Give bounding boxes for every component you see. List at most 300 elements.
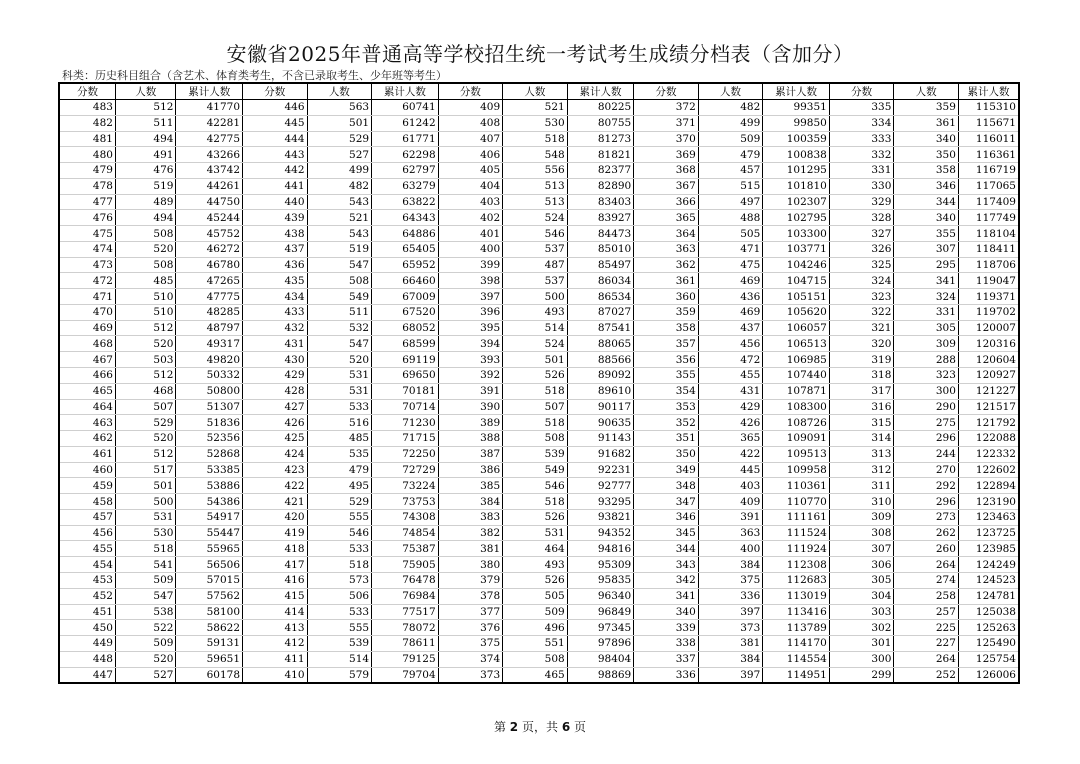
- cumulative-cell: 119047: [958, 273, 1019, 289]
- score-cell: 468: [59, 336, 115, 352]
- score-cell: 362: [634, 257, 699, 273]
- count-cell: 305: [894, 320, 959, 336]
- score-cell: 371: [634, 115, 699, 131]
- count-cell: 551: [503, 636, 568, 652]
- score-cell: 341: [634, 588, 699, 604]
- table-row: [59, 572, 1019, 588]
- score-cell: 304: [829, 588, 894, 604]
- count-cell: 539: [503, 446, 568, 462]
- score-cell: 366: [634, 194, 699, 210]
- total-page-count: 6: [561, 720, 571, 734]
- score-cell: 329: [829, 194, 894, 210]
- score-cell: 348: [634, 478, 699, 494]
- count-cell: 225: [894, 620, 959, 636]
- score-cell: 368: [634, 163, 699, 179]
- count-cell: 426: [698, 415, 763, 431]
- table-header-row: [59, 83, 1019, 100]
- cumulative-cell: 53385: [176, 462, 243, 478]
- score-cell: 330: [829, 178, 894, 194]
- count-cell: 573: [307, 572, 372, 588]
- score-cell: 392: [438, 368, 503, 384]
- score-cell: 422: [243, 478, 308, 494]
- score-cell: 396: [438, 304, 503, 320]
- cumulative-cell: 45752: [176, 226, 243, 242]
- count-cell: 547: [307, 336, 372, 352]
- count-cell: 520: [115, 336, 176, 352]
- score-cell: 401: [438, 226, 503, 242]
- count-cell: 381: [698, 636, 763, 652]
- cumulative-cell: 83403: [567, 194, 634, 210]
- score-cell: 300: [829, 651, 894, 667]
- table-row: [59, 509, 1019, 525]
- cumulative-cell: 123463: [958, 509, 1019, 525]
- count-cell: 563: [307, 100, 372, 116]
- score-cell: 376: [438, 620, 503, 636]
- cumulative-cell: 67009: [372, 289, 439, 305]
- score-cell: 344: [634, 541, 699, 557]
- count-cell: 529: [115, 415, 176, 431]
- cumulative-cell: 59131: [176, 636, 243, 652]
- cumulative-cell: 104715: [763, 273, 830, 289]
- count-cell: 531: [307, 383, 372, 399]
- count-cell: 300: [894, 383, 959, 399]
- score-cell: 408: [438, 115, 503, 131]
- count-cell: 532: [307, 320, 372, 336]
- count-cell: 331: [894, 304, 959, 320]
- cumulative-cell: 111161: [763, 509, 830, 525]
- cumulative-cell: 72729: [372, 462, 439, 478]
- count-cell: 469: [698, 273, 763, 289]
- score-cell: 303: [829, 604, 894, 620]
- count-cell: 522: [115, 620, 176, 636]
- cumulative-cell: 56506: [176, 557, 243, 573]
- cumulative-cell: 94816: [567, 541, 634, 557]
- score-cell: 387: [438, 446, 503, 462]
- count-cell: 495: [307, 478, 372, 494]
- score-cell: 414: [243, 604, 308, 620]
- count-cell: 482: [698, 100, 763, 116]
- score-cell: 455: [59, 541, 115, 557]
- score-cell: 399: [438, 257, 503, 273]
- count-cell: 497: [698, 194, 763, 210]
- cumulative-cell: 117065: [958, 178, 1019, 194]
- count-cell: 465: [503, 667, 568, 683]
- count-cell: 476: [115, 163, 176, 179]
- score-cell: 457: [59, 509, 115, 525]
- count-cell: 296: [894, 431, 959, 447]
- count-cell: 519: [307, 241, 372, 257]
- count-cell: 507: [503, 399, 568, 415]
- count-cell: 290: [894, 399, 959, 415]
- score-cell: 355: [634, 368, 699, 384]
- cumulative-cell: 102307: [763, 194, 830, 210]
- cumulative-cell: 51307: [176, 399, 243, 415]
- score-cell: 425: [243, 431, 308, 447]
- score-cell: 412: [243, 636, 308, 652]
- count-cell: 531: [115, 509, 176, 525]
- cumulative-cell: 105620: [763, 304, 830, 320]
- count-cell: 505: [503, 588, 568, 604]
- cumulative-cell: 47775: [176, 289, 243, 305]
- cumulative-cell: 91143: [567, 431, 634, 447]
- cumulative-cell: 103300: [763, 226, 830, 242]
- score-cell: 301: [829, 636, 894, 652]
- cumulative-cell: 81273: [567, 131, 634, 147]
- count-cell: 355: [894, 226, 959, 242]
- count-cell: 521: [307, 210, 372, 226]
- table-row: [59, 588, 1019, 604]
- score-cell: 324: [829, 273, 894, 289]
- count-cell: 527: [307, 147, 372, 163]
- score-cell: 340: [634, 604, 699, 620]
- table-row: [59, 462, 1019, 478]
- score-distribution-table: [58, 82, 1020, 684]
- score-cell: 477: [59, 194, 115, 210]
- cumulative-cell: 46272: [176, 241, 243, 257]
- score-cell: 458: [59, 494, 115, 510]
- count-cell: 456: [698, 336, 763, 352]
- count-cell: 529: [307, 131, 372, 147]
- cumulative-cell: 110361: [763, 478, 830, 494]
- count-cell: 530: [503, 115, 568, 131]
- score-cell: 378: [438, 588, 503, 604]
- cumulative-cell: 113416: [763, 604, 830, 620]
- cumulative-cell: 82890: [567, 178, 634, 194]
- count-cell: 257: [894, 604, 959, 620]
- count-cell: 491: [115, 147, 176, 163]
- count-cell: 512: [115, 320, 176, 336]
- score-cell: 323: [829, 289, 894, 305]
- cumulative-cell: 86034: [567, 273, 634, 289]
- count-cell: 512: [115, 446, 176, 462]
- cumulative-cell: 54917: [176, 509, 243, 525]
- score-cell: 435: [243, 273, 308, 289]
- cumulative-cell: 78072: [372, 620, 439, 636]
- score-cell: 360: [634, 289, 699, 305]
- count-cell: 323: [894, 368, 959, 384]
- score-cell: 446: [243, 100, 308, 116]
- score-cell: 318: [829, 368, 894, 384]
- cumulative-cell: 120604: [958, 352, 1019, 368]
- score-cell: 449: [59, 636, 115, 652]
- table-row: [59, 383, 1019, 399]
- score-cell: 413: [243, 620, 308, 636]
- score-cell: 377: [438, 604, 503, 620]
- count-cell: 546: [503, 226, 568, 242]
- count-cell: 533: [307, 541, 372, 557]
- count-cell: 520: [115, 431, 176, 447]
- current-page-number: 2: [509, 720, 519, 734]
- cumulative-cell: 63279: [372, 178, 439, 194]
- score-cell: 404: [438, 178, 503, 194]
- score-cell: 325: [829, 257, 894, 273]
- count-cell: 508: [307, 273, 372, 289]
- score-cell: 353: [634, 399, 699, 415]
- cumulative-cell: 89610: [567, 383, 634, 399]
- score-cell: 445: [243, 115, 308, 131]
- count-cell: 517: [115, 462, 176, 478]
- count-cell: 384: [698, 557, 763, 573]
- cumulative-cell: 88566: [567, 352, 634, 368]
- cumulative-cell: 108726: [763, 415, 830, 431]
- score-cell: 470: [59, 304, 115, 320]
- cumulative-cell: 102795: [763, 210, 830, 226]
- score-cell: 336: [634, 667, 699, 683]
- table-row: [59, 289, 1019, 305]
- cumulative-cell: 123985: [958, 541, 1019, 557]
- cumulative-cell: 116361: [958, 147, 1019, 163]
- count-cell: 341: [894, 273, 959, 289]
- count-cell: 501: [503, 352, 568, 368]
- count-cell: 373: [698, 620, 763, 636]
- count-cell: 391: [698, 509, 763, 525]
- count-cell: 309: [894, 336, 959, 352]
- cumulative-cell: 85497: [567, 257, 634, 273]
- cumulative-cell: 123725: [958, 525, 1019, 541]
- count-cell: 509: [503, 604, 568, 620]
- cumulative-cell: 53886: [176, 478, 243, 494]
- column-header: 分数: [438, 83, 503, 100]
- score-cell: 442: [243, 163, 308, 179]
- count-cell: 468: [115, 383, 176, 399]
- count-cell: 397: [698, 667, 763, 683]
- cumulative-cell: 52356: [176, 431, 243, 447]
- cumulative-cell: 125263: [958, 620, 1019, 636]
- count-cell: 340: [894, 210, 959, 226]
- cumulative-cell: 64343: [372, 210, 439, 226]
- count-cell: 359: [894, 100, 959, 116]
- score-cell: 479: [59, 163, 115, 179]
- cumulative-cell: 85010: [567, 241, 634, 257]
- score-cell: 469: [59, 320, 115, 336]
- score-cell: 352: [634, 415, 699, 431]
- count-cell: 375: [698, 572, 763, 588]
- score-cell: 349: [634, 462, 699, 478]
- score-cell: 316: [829, 399, 894, 415]
- score-cell: 327: [829, 226, 894, 242]
- score-cell: 411: [243, 651, 308, 667]
- table-row: [59, 399, 1019, 415]
- table-row: [59, 636, 1019, 652]
- count-cell: 485: [307, 431, 372, 447]
- count-cell: 520: [115, 651, 176, 667]
- score-cell: 473: [59, 257, 115, 273]
- count-cell: 511: [307, 304, 372, 320]
- cumulative-cell: 69650: [372, 368, 439, 384]
- count-cell: 273: [894, 509, 959, 525]
- count-cell: 340: [894, 131, 959, 147]
- score-cell: 451: [59, 604, 115, 620]
- footer-prefix: 第: [493, 720, 506, 734]
- score-cell: 436: [243, 257, 308, 273]
- score-cell: 403: [438, 194, 503, 210]
- cumulative-cell: 48285: [176, 304, 243, 320]
- cumulative-cell: 91682: [567, 446, 634, 462]
- cumulative-cell: 123190: [958, 494, 1019, 510]
- table-row: [59, 226, 1019, 242]
- cumulative-cell: 61771: [372, 131, 439, 147]
- score-cell: 311: [829, 478, 894, 494]
- score-cell: 356: [634, 352, 699, 368]
- count-cell: 275: [894, 415, 959, 431]
- cumulative-cell: 113019: [763, 588, 830, 604]
- score-cell: 358: [634, 320, 699, 336]
- count-cell: 512: [115, 100, 176, 116]
- cumulative-cell: 86534: [567, 289, 634, 305]
- score-cell: 320: [829, 336, 894, 352]
- count-cell: 244: [894, 446, 959, 462]
- score-cell: 405: [438, 163, 503, 179]
- score-cell: 338: [634, 636, 699, 652]
- cumulative-cell: 108300: [763, 399, 830, 415]
- table-row: [59, 147, 1019, 163]
- score-cell: 373: [438, 667, 503, 683]
- score-cell: 476: [59, 210, 115, 226]
- count-cell: 445: [698, 462, 763, 478]
- score-cell: 380: [438, 557, 503, 573]
- count-cell: 494: [115, 210, 176, 226]
- count-cell: 514: [307, 651, 372, 667]
- count-cell: 288: [894, 352, 959, 368]
- cumulative-cell: 118411: [958, 241, 1019, 257]
- cumulative-cell: 44261: [176, 178, 243, 194]
- score-cell: 343: [634, 557, 699, 573]
- count-cell: 520: [307, 352, 372, 368]
- count-cell: 499: [698, 115, 763, 131]
- table-row: [59, 431, 1019, 447]
- count-cell: 556: [503, 163, 568, 179]
- score-cell: 302: [829, 620, 894, 636]
- table-row: [59, 320, 1019, 336]
- count-cell: 533: [307, 604, 372, 620]
- column-header: 累计人数: [176, 83, 243, 100]
- cumulative-cell: 116011: [958, 131, 1019, 147]
- cumulative-cell: 122602: [958, 462, 1019, 478]
- count-cell: 508: [115, 257, 176, 273]
- count-cell: 344: [894, 194, 959, 210]
- count-cell: 533: [307, 399, 372, 415]
- score-cell: 319: [829, 352, 894, 368]
- cumulative-cell: 94352: [567, 525, 634, 541]
- table-row: [59, 257, 1019, 273]
- count-cell: 521: [503, 100, 568, 116]
- score-cell: 441: [243, 178, 308, 194]
- cumulative-cell: 107871: [763, 383, 830, 399]
- cumulative-cell: 50800: [176, 383, 243, 399]
- count-cell: 579: [307, 667, 372, 683]
- count-cell: 509: [115, 572, 176, 588]
- cumulative-cell: 105151: [763, 289, 830, 305]
- column-header: 累计人数: [763, 83, 830, 100]
- count-cell: 524: [503, 210, 568, 226]
- score-cell: 306: [829, 557, 894, 573]
- score-cell: 462: [59, 431, 115, 447]
- score-cell: 307: [829, 541, 894, 557]
- score-cell: 460: [59, 462, 115, 478]
- score-cell: 393: [438, 352, 503, 368]
- score-cell: 347: [634, 494, 699, 510]
- cumulative-cell: 116719: [958, 163, 1019, 179]
- score-cell: 426: [243, 415, 308, 431]
- count-cell: 384: [698, 651, 763, 667]
- cumulative-cell: 82377: [567, 163, 634, 179]
- table-row: [59, 557, 1019, 573]
- count-cell: 494: [115, 131, 176, 147]
- cumulative-cell: 115671: [958, 115, 1019, 131]
- score-cell: 474: [59, 241, 115, 257]
- cumulative-cell: 95835: [567, 572, 634, 588]
- score-cell: 433: [243, 304, 308, 320]
- count-cell: 505: [698, 226, 763, 242]
- table-row: [59, 494, 1019, 510]
- count-cell: 546: [503, 478, 568, 494]
- count-cell: 296: [894, 494, 959, 510]
- table-row: [59, 541, 1019, 557]
- score-cell: 483: [59, 100, 115, 116]
- count-cell: 514: [503, 320, 568, 336]
- cumulative-cell: 73753: [372, 494, 439, 510]
- cumulative-cell: 124781: [958, 588, 1019, 604]
- score-cell: 370: [634, 131, 699, 147]
- cumulative-cell: 93295: [567, 494, 634, 510]
- cumulative-cell: 117749: [958, 210, 1019, 226]
- cumulative-cell: 57015: [176, 572, 243, 588]
- table-row: [59, 115, 1019, 131]
- cumulative-cell: 75905: [372, 557, 439, 573]
- cumulative-cell: 109958: [763, 462, 830, 478]
- score-cell: 410: [243, 667, 308, 683]
- score-cell: 389: [438, 415, 503, 431]
- score-cell: 398: [438, 273, 503, 289]
- count-cell: 531: [307, 368, 372, 384]
- score-cell: 465: [59, 383, 115, 399]
- score-cell: 351: [634, 431, 699, 447]
- cumulative-cell: 59651: [176, 651, 243, 667]
- footer-suffix: 页: [574, 720, 587, 734]
- count-cell: 336: [698, 588, 763, 604]
- count-cell: 500: [115, 494, 176, 510]
- cumulative-cell: 80755: [567, 115, 634, 131]
- count-cell: 274: [894, 572, 959, 588]
- table-row: [59, 478, 1019, 494]
- score-cell: 459: [59, 478, 115, 494]
- score-cell: 342: [634, 572, 699, 588]
- table-row: [59, 604, 1019, 620]
- count-cell: 499: [307, 163, 372, 179]
- score-cell: 375: [438, 636, 503, 652]
- count-cell: 361: [894, 115, 959, 131]
- score-cell: 409: [438, 100, 503, 116]
- count-cell: 513: [503, 178, 568, 194]
- score-cell: 480: [59, 147, 115, 163]
- count-cell: 363: [698, 525, 763, 541]
- cumulative-cell: 44750: [176, 194, 243, 210]
- cumulative-cell: 115310: [958, 100, 1019, 116]
- score-cell: 407: [438, 131, 503, 147]
- count-cell: 471: [698, 241, 763, 257]
- count-cell: 464: [503, 541, 568, 557]
- count-cell: 500: [503, 289, 568, 305]
- cumulative-cell: 62298: [372, 147, 439, 163]
- score-cell: 447: [59, 667, 115, 683]
- score-cell: 437: [243, 241, 308, 257]
- count-cell: 549: [307, 289, 372, 305]
- count-cell: 520: [115, 241, 176, 257]
- cumulative-cell: 126006: [958, 667, 1019, 683]
- score-cell: 406: [438, 147, 503, 163]
- column-header: 累计人数: [567, 83, 634, 100]
- cumulative-cell: 99351: [763, 100, 830, 116]
